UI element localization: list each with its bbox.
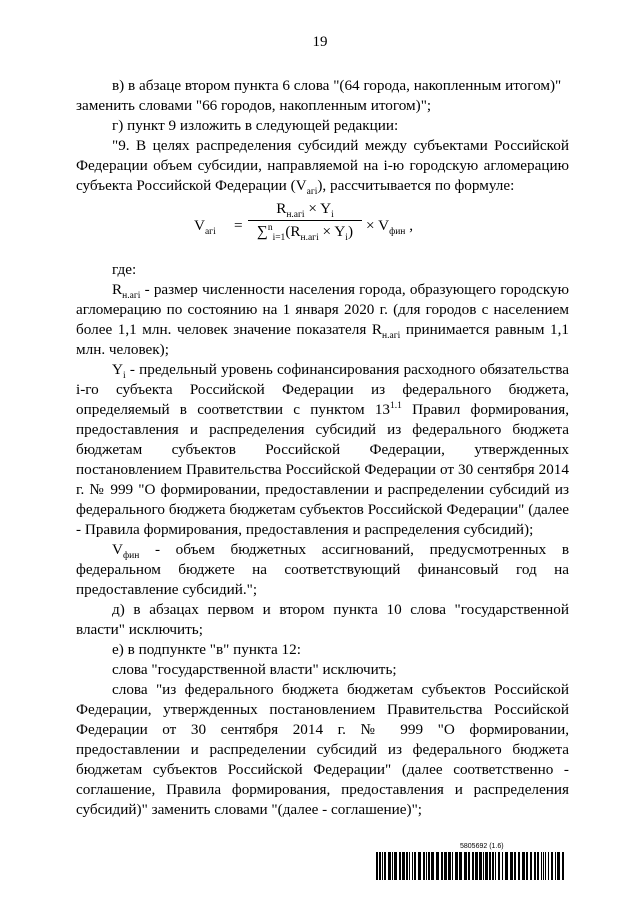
page-number: 19 — [312, 34, 328, 50]
formula-fraction — [248, 199, 362, 242]
paragraph-e: е) в подпункте "в" пункта 12: — [112, 641, 301, 658]
definition-v: $V_{фин}$ - объем бюджетных ассигнований, предусмотренных в федеральном бюджете на соответствующий финансовый год на предоставление субсидий."; — [76, 541, 569, 598]
document-body — [76, 76, 569, 820]
paragraph-e-1: слова "государственной власти" исключить; — [112, 661, 397, 678]
formula-equals: = — [234, 217, 243, 234]
definition-r: $R_{н.агi}$ - размер численности населения города, образующего городскую агломерацию по состоянию на 1 января 2020 г. (для городов с населением более 1,1 млн. человек значение показателя $R_{н.агi}$ принимается равным 1,1 млн. человек); — [76, 281, 570, 358]
paragraph-g: г) пункт 9 изложить в следующей редакции: — [112, 117, 399, 134]
barcode-icon — [376, 852, 566, 880]
formula-lhs: $V_{агi}$ — [194, 217, 216, 238]
paragraph-v: в) в абзаце втором пункта 6 слова "(64 города, накопленным итогом)" заменить словами "66 городов, накопленным итогом)"; — [76, 77, 562, 114]
paragraph-d: д) в абзацах первом и втором пункта 10 слова "государственной власти" исключить; — [76, 601, 569, 638]
formula-multiplier: × $V_{фин}$ , — [366, 217, 413, 238]
formula-numerator: $R_{н.агi} \times Y_i$ — [248, 199, 362, 221]
paragraph-where: где: — [112, 261, 137, 278]
definition-y: $Y_i$ - предельный уровень софинансирования расходного обязательства i-го субъекта Российской Федерации из федерального бюджета, определяемый в соответствии с пунктом $13^{1.1}$ Правил формирования, предоставления и распределения субсидий из федерального бюджета бюджетам субъектов Российской Федерации, утвержденных постановлением Правительства Российской Федерации от 30 сентября 2014 г. № 999 "О формировании, предоставлении и распределении субсидий из федерального бюджета бюджетам субъектов Российской Федерации" (далее - Правила формирования, предоставления и распределения субсидий); — [76, 361, 569, 538]
formula — [76, 196, 569, 260]
paragraph-e-2: слова "из федерального бюджета бюджетам субъектов Российской Федерации, утвержденных постановлением Правительства Российской Федерации от 30 сентября 2014 г. № 999 "О формировании, предоставлении и распределении субсидий из федерального бюджета бюджетам субъектов Российской Федерации" (далее соответственно - соглашение, Правила формирования, предоставления и распределения субсидий)" заменить словами "(далее - соглашение)"; — [76, 681, 569, 818]
formula-denominator: $\sum^n_{i=1}(R_{н.агi} \times Y_i)$ — [256, 222, 353, 244]
paragraph-9: "9. В целях распределения субсидий между субъектами Российской Федерации объем субсидии, направляемой на i-ю городскую агломерацию субъекта Российской Федерации $(V_{агi})$, рассчитывается по формуле: — [76, 137, 569, 198]
barcode-number: 5805692 (1.6) — [460, 843, 504, 850]
